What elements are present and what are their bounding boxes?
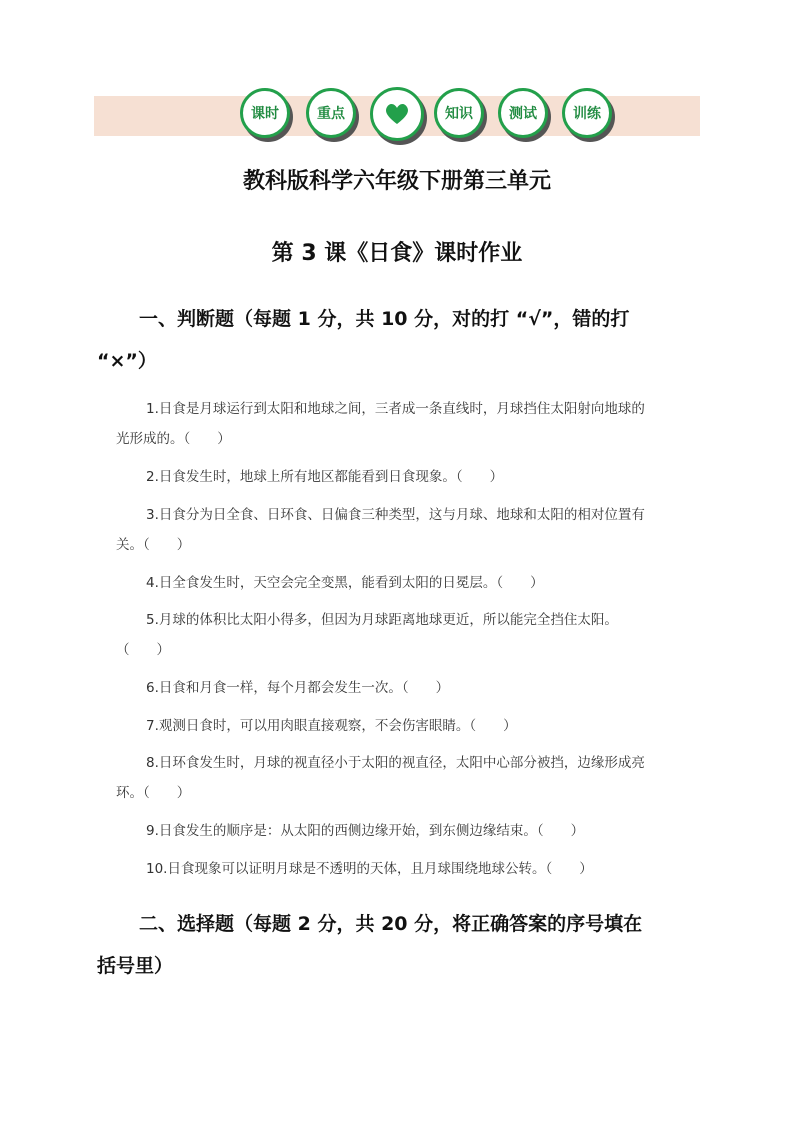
question-line: 环。（ ） <box>116 785 191 801</box>
badge-zhishi: 知识 <box>434 88 484 138</box>
question-2 <box>116 462 706 492</box>
question-line: 3.日食分为日全食、日环食、日偏食三种类型，这与月球、地球和太阳的相对位置有 <box>146 507 645 523</box>
question-line: （ ） <box>116 642 170 658</box>
section-true-false-heading <box>97 298 697 382</box>
section-multiple-choice-heading <box>97 903 707 987</box>
question-line: 10.日食现象可以证明月球是不透明的天体，且月球围绕地球公转。（ ） <box>146 861 593 877</box>
question-3 <box>116 500 706 560</box>
heart-icon <box>384 102 410 126</box>
question-8 <box>116 748 706 808</box>
section1-line2: “×”） <box>97 350 157 372</box>
section2-line1: 二、选择题（每题 2 分，共 20 分，将正确答案的序号填在 <box>139 913 643 935</box>
question-line: 关。（ ） <box>116 537 191 553</box>
section1-line1: 一、判断题（每题 1 分，共 10 分，对的打 “√”，错的打 <box>139 308 630 330</box>
question-line: 5.月球的体积比太阳小得多，但因为月球距离地球更近，所以能完全挡住太阳。 <box>146 612 618 628</box>
question-10 <box>116 854 706 884</box>
question-line: 2.日食发生时，地球上所有地区都能看到日食现象。（ ） <box>146 469 504 485</box>
badge-xunlian: 训练 <box>562 88 612 138</box>
lesson-title: 第 3 课《日食》课时作业 <box>271 241 523 266</box>
badge-ceshi: 测试 <box>498 88 548 138</box>
question-7 <box>116 711 706 741</box>
badge-keshi: 课时 <box>240 88 290 138</box>
question-line: 6.日食和月食一样，每个月都会发生一次。（ ） <box>146 680 450 696</box>
badge-zhongdian: 重点 <box>306 88 356 138</box>
question-1 <box>116 394 706 454</box>
question-9 <box>116 816 706 846</box>
section2-line2: 括号里） <box>97 955 174 977</box>
question-line: 8.日环食发生时，月球的视直径小于太阳的视直径，太阳中心部分被挡，边缘形成亮 <box>146 755 645 771</box>
document-title: 教科版科学六年级下册第三单元 <box>242 169 551 194</box>
question-line: 7.观测日食时，可以用肉眼直接观察，不会伤害眼睛。（ ） <box>146 718 517 734</box>
badge-heart <box>370 87 424 141</box>
question-line: 4.日全食发生时，天空会完全变黑，能看到太阳的日冕层。（ ） <box>146 575 544 591</box>
question-line: 光形成的。（ ） <box>116 431 231 447</box>
question-5 <box>116 605 706 665</box>
question-line: 9.日食发生的顺序是：从太阳的西侧边缘开始，到东侧边缘结束。（ ） <box>146 823 585 839</box>
header-badges <box>0 88 794 144</box>
question-4 <box>116 568 706 598</box>
question-line: 1.日食是月球运行到太阳和地球之间，三者成一条直线时，月球挡住太阳射向地球的 <box>146 401 645 417</box>
question-6 <box>116 673 706 703</box>
